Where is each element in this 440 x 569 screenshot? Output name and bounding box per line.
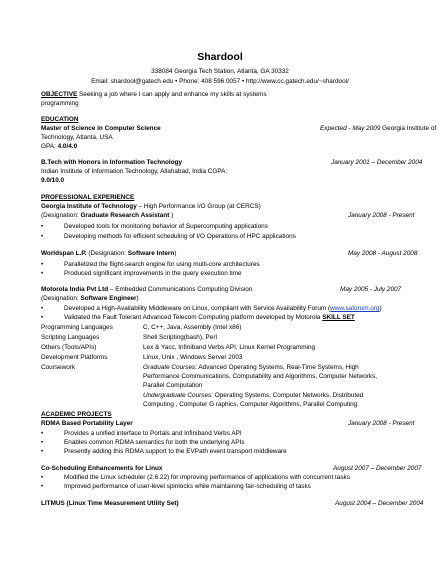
mot-designation-prefix: (Designation: (41, 295, 81, 302)
resume-name: Shardool (197, 51, 243, 63)
btech-title: B.Tech with Honors in Information Technology (41, 159, 183, 166)
gt-line (41, 203, 261, 211)
skill-label-2: Scripting Languages (41, 334, 100, 341)
gt-designation: Graduate Research Assistant (80, 212, 170, 219)
btech-gpa: 9.0/10.0 (41, 177, 65, 184)
objective-label: OBJECTIVE (41, 91, 78, 98)
education-heading: EDUCATION (41, 116, 79, 123)
rdma-bullet-3: • Presently adding this RDMA support to the EVPath event transport middleware (64, 448, 287, 456)
saforum-link[interactable]: www.saforum.org (330, 305, 380, 312)
rdma-bullet-1: • Provides a unified interface to Portals and Infiniband Verbs API (64, 430, 242, 438)
gt-bullet-2: • Developing methods for efficient scheduling of I/O Operations of HPC applications (64, 233, 296, 241)
objective-text-2: programming (41, 100, 79, 107)
mot-bullet-2-text: Validated the Fault Tolerant Advanced Telecom Computing platform developed by Motorola (64, 314, 323, 321)
ms-gpa: 4.0/4.0 (57, 143, 78, 150)
wl-designation-prefix: (Designation: (86, 250, 128, 257)
wl-org: Worldspan L.P. (41, 250, 87, 257)
mot-designation-line (41, 295, 139, 303)
btech-date: January 2001 – December 2004 (331, 159, 423, 166)
cosched-title: Co-Scheduling Enhancements for Linux (41, 465, 163, 472)
gt-org: Georgia Institute of Technology (41, 203, 137, 210)
mot-line (41, 286, 252, 294)
ms-title: Master of Science in Computer Science (41, 125, 161, 132)
ms-gpa-label: GPA: (41, 143, 58, 150)
mot-designation-suffix: ) (136, 295, 139, 302)
btech-inst: Indian Institute of Information Technology, Allahabad, India CGPA: (41, 168, 228, 175)
mot-bullet-1-close: ) (379, 305, 382, 312)
grad-courses-label: Graduate Courses: (143, 364, 197, 371)
skill-set-label: SKILL SET (322, 314, 355, 321)
mot-designation: Software Engineer (80, 295, 137, 302)
litmus-date: August 2004 – December 2004 (335, 500, 424, 507)
gt-desc: – High Performance I/O Group (at CERCS) (136, 203, 261, 210)
gt-bullet-1: • Developed tools for monitoring behavior of Supercomputing applications (64, 223, 268, 231)
objective-line1 (41, 91, 267, 99)
mot-bullet-2 (64, 314, 355, 322)
rdma-date: January 2008 - Present (348, 420, 415, 427)
cosched-date: August 2007 – December 2007 (333, 465, 422, 472)
contact-line: Email: shardool@gatech.edu • Phone: 408 596 0057 • http://www.cc.gatech.edu/~shardool/ (91, 78, 349, 85)
ug-courses-1 (143, 392, 363, 400)
skill-value-4: Linux, Unix , Windows Server 2003 (143, 354, 243, 361)
skill-value-1: C, C++, Java, Assembly (Intel x86) (143, 324, 242, 331)
experience-heading: PROFESSIONAL EXPERIENCE (41, 194, 135, 201)
ms-inst-a: Georgia Institute of (382, 125, 437, 132)
skill-label-1: Programming Languages (41, 324, 113, 331)
grad-courses-text-1: Advanced Operating Systems, Real-Time Systems, High (197, 364, 359, 371)
wl-bullet-1: • Parallelized the flight-search engine for using multi-core architectures (64, 261, 260, 269)
mot-org: Motorola India Pvt Ltd (41, 286, 109, 293)
ms-inst-b: Technology, Atlanta, USA (41, 134, 113, 141)
gt-designation-prefix: (Designation: (41, 212, 81, 219)
mot-date: May 2005 - July 2007 (340, 286, 402, 293)
mot-bullet-1 (64, 305, 382, 313)
gt-designation-line (41, 212, 173, 220)
objective-text-1: Seeking a job where I can apply and enhance my skills at systems (79, 91, 267, 98)
ug-courses-2: Computing , Computer G raphics, Computer Algorithms, Parallel Computing (143, 401, 358, 408)
wl-line (41, 250, 176, 258)
mot-bullet-1-text: Developed a High-Availability Middleware on Linux, compliant with Service Availability Forum ( (64, 305, 331, 312)
grad-courses-2: Performance Communications, Computability and Algorithms, Computer Networks, (143, 373, 378, 380)
litmus-title: LITMUS (Linux Time Measurement Utility Set) (41, 500, 179, 507)
wl-date: May 2008 - August 2008 (348, 250, 418, 257)
skill-label-3: Others (Tools/APIs) (41, 344, 97, 351)
rdma-bullet-2: • Enables common RDMA semantics for both the underlying APIs (64, 439, 244, 447)
ms-date-inst (320, 125, 436, 133)
cosched-bullet-1: • Modified the Linux scheduler (2.6.22) for improving performance of applications with concurrent tasks (64, 474, 350, 482)
wl-designation-suffix: ) (174, 250, 177, 257)
grad-courses-1 (143, 364, 359, 372)
rdma-title: RDMA Based Portability Layer (41, 420, 133, 427)
skill-label-4: Development Platforms (41, 354, 108, 361)
gt-designation-suffix: ) (169, 212, 174, 219)
wl-bullet-2: • Produced significant improvements in the query execution time (64, 270, 242, 278)
skill-value-2: Shell Scripting(bash), Perl (143, 334, 217, 341)
cosched-bullet-2: • Improved performance of user-level spinlocks while maintaining fair-scheduling of tasks (64, 483, 311, 491)
grad-courses-3: Parallel Computation (143, 382, 203, 389)
ms-gpa-line (41, 143, 77, 151)
gt-date: January 2008 - Present (348, 212, 415, 219)
skill-value-3: Lex & Yacc, Infiniband Verbs API, Linux Kernel Programming (143, 344, 316, 351)
ug-courses-text-1: Operating Systems, Computer Networks, Distributed (212, 392, 364, 399)
address: 338084 Georgia Tech Station, Atlanta, GA 30332 (151, 68, 289, 75)
mot-desc: – Embedded Communications Computing Division (108, 286, 253, 293)
ms-date: Expected - May 2009 (320, 125, 381, 132)
coursework-label: Coursework (41, 364, 76, 371)
projects-heading: ACADEMIC PROJECTS (41, 411, 112, 418)
ug-courses-label: Undergraduate Courses: (143, 392, 213, 399)
wl-designation: Software Intern (127, 250, 175, 257)
